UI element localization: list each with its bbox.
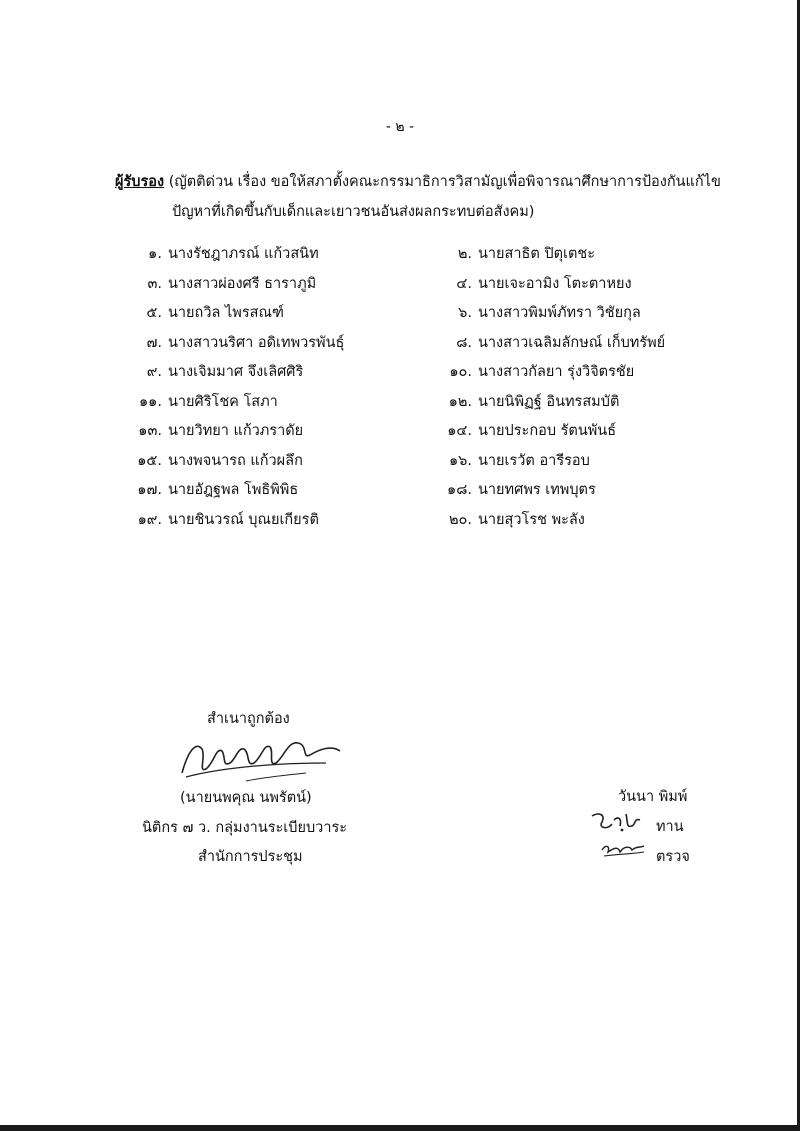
endorser-number: ๖. [458,305,472,321]
endorser-name: นางรัชฎาภรณ์ แก้วสนิท [168,246,319,262]
signature-image [176,733,346,785]
endorser-name: นายอัฎฐพล โพธิพิพิธ [168,482,299,498]
endorser-number: ๒. [457,246,472,262]
endorser-name: นายวิทยา แก้วภราดัย [168,423,304,439]
endorser-item [436,274,726,294]
endorser-name: นายเรวัต อารีรอบ [478,452,590,469]
endorser-item [436,303,726,323]
check-label: ตรวจ [656,849,690,865]
endorser-number: ๑๘. [447,482,472,498]
endorser-number: ๑๐. [449,364,472,380]
endorser-item [126,303,396,323]
reviewer-initials-2 [598,838,648,862]
endorser-number: ๙. [146,364,162,380]
signer-name: (นายนพคุณ นพรัตน์) [180,790,312,806]
endorser-name: นายเจะอามิง โตะตาหยง [478,275,632,292]
endorser-number: ๑๗. [137,482,162,498]
endorser-name: นายถวิล ไพรสณฑ์ [168,305,284,321]
endorser-number: ๑๑. [138,393,162,410]
endorser-number: ๑๕. [137,452,162,469]
endorser-number: ๑๖. [448,452,472,469]
endorser-name: นางพจนารถ แก้วผลึก [168,452,303,469]
endorser-number: ๑๒. [448,393,472,410]
scan-edge-bottom [0,1125,800,1131]
typist-label: วันนา พิมพ์ [618,789,688,805]
review-label: ทาน [656,819,684,835]
endorser-item [126,421,396,441]
motion-title-line1: (ญัตติด่วน เรื่อง ขอให้สภาตั้งคณะกรรมาธิการวิสามัญเพื่อพิจารณาศึกษาการป้องกันแก้ไข [168,174,721,190]
endorser-number: ๔. [456,275,472,292]
endorser-name: นายสุวโรช พะลัง [478,511,585,528]
endorser-item [436,362,726,382]
endorser-name: นายทศพร เทพบุตร [478,482,596,498]
endorser-item [436,480,726,500]
certified-copy-label: สำเนาถูกต้อง [207,711,290,727]
endorser-number: ๑๔. [447,423,472,439]
endorser-name: นายสาธิต ปิตุเตชะ [478,246,596,262]
endorser-name: นางสาวเฉลิมลักษณ์ เก็บทรัพย์ [478,334,666,351]
endorser-item [126,480,396,500]
endorser-name: นางสาวนริศา อดิเทพวรพันธุ์ [168,334,345,351]
page-number: - ๒ - [385,119,415,135]
endorser-number: ๑๓. [138,423,162,439]
motion-title-line2: ปัญหาที่เกิดขึ้นกับเด็กและเยาวชนอันส่งผลกระทบต่อสังคม) [172,204,535,220]
endorser-item [126,333,396,353]
signer-position: นิติกร ๗ ว. กลุ่มงานระเบียบวาระ [142,820,348,836]
signer-office: สำนักการประชุม [198,849,303,865]
endorser-number: ๕. [146,305,162,321]
endorser-item [436,510,726,530]
endorser-item [436,392,726,412]
endorser-number: ๗. [146,334,162,351]
endorser-number: ๘. [456,334,472,351]
endorsement-label: ผู้รับรอง [115,174,165,190]
endorser-name: นายศิริโชค โสภา [168,393,278,410]
endorser-name: นายนิพิฏฐ์ อินทรสมบัติ [478,393,620,410]
endorser-item [126,451,396,471]
endorser-item [436,451,726,471]
endorser-item [126,510,396,530]
reviewer-initials-1 [588,808,644,836]
endorser-item [436,244,726,264]
endorser-number: ๑๙. [137,511,162,528]
endorser-item [436,333,726,353]
endorser-name: นายประกอบ รัตนพันธ์ [478,423,617,439]
endorser-item [126,392,396,412]
endorser-name: นายชินวรณ์ บุณยเกียรติ [168,511,319,528]
endorser-name: นางเจิมมาศ จึงเลิศศิริ [168,364,304,380]
endorser-name: นางสาวกัลยา รุ่งวิจิตรชัย [478,364,635,380]
endorsement-heading [115,170,721,193]
endorser-name: นางสาวพิมพ์ภัทรา วิชัยกุล [478,305,641,321]
endorser-number: ๓. [147,275,162,292]
endorser-item [436,421,726,441]
endorser-number: ๒๐. [448,511,472,528]
endorser-number: ๑. [148,246,162,262]
endorser-name: นางสาวผ่องศรี ธาราภูมิ [168,275,317,292]
endorser-item [126,244,396,264]
endorser-item [126,362,396,382]
endorser-item [126,274,396,294]
